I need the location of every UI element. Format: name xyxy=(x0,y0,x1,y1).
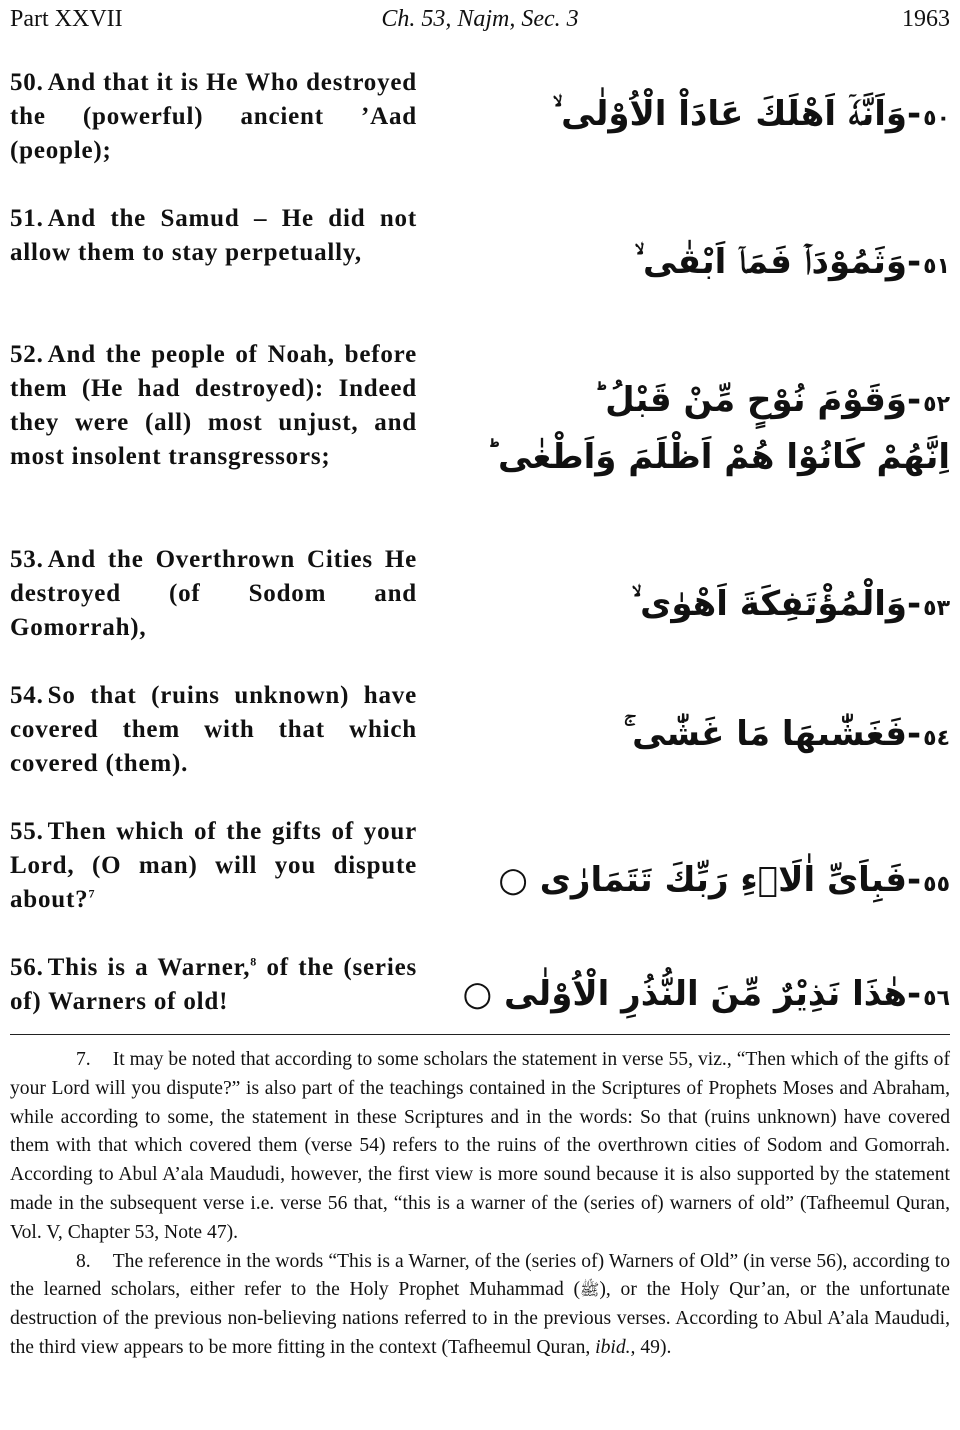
arabic-verse-number: ٥٤ xyxy=(923,726,950,751)
verse-number: 52. xyxy=(10,341,44,368)
arabic-text: هٰذَا نَذِيْرٌ مِّنَ النُّذُرِ الْاُوْلٰى ○ xyxy=(462,974,908,1014)
page-header xyxy=(10,4,950,34)
verse-52-translation xyxy=(10,338,417,474)
verse-50-translation xyxy=(10,66,417,168)
part-label: Part XXVII xyxy=(10,6,123,32)
verse-number: 50. xyxy=(10,69,44,96)
arabic-text-line-2: اِنَّهُمْ كَانُوْا هُمْ اَظْلَمَ وَاَطْغٰى ؕ xyxy=(486,437,950,477)
footnote-8 xyxy=(10,1248,950,1363)
footnote-text-b: ), or the Holy Qur’an, or the unfortunate destruction of the previous non-believing nations referred to in the previous verses. According to Abul A’ala Maududi, the third view appears to be more fitting in the context (Tafheemul Quran, xyxy=(10,1279,951,1358)
arabic-verse-number: ٥٣ xyxy=(923,596,950,621)
verse-50-arabic: ٥٠-وَاَنَّهٗۤ اَهْلَكَ عَادَاْ الْاُوْلٰى ۙ xyxy=(552,94,950,134)
verse-number: 54. xyxy=(10,682,44,709)
verse-54-arabic: ٥٤-فَغَشّٰىهَا مَا غَشّٰى ۚ xyxy=(623,714,950,754)
arabic-verse-number: ٥٠ xyxy=(923,106,950,131)
footnotes xyxy=(10,1046,950,1363)
verse-text: And the people of Noah, before them (He had destroyed): Indeed they were (all) most unjust, and most insolent transgressors; xyxy=(10,341,417,470)
verse-56-translation xyxy=(10,951,417,1019)
arabic-text: فَبِاَىِّ اٰلَاۤءِ رَبِّكَ تَتَمَارٰى ○ xyxy=(498,860,908,900)
verse-number: 51. xyxy=(10,205,44,232)
arabic-verse-number: ٥١ xyxy=(923,254,950,279)
arabic-text: وَاَنَّهٗۤ اَهْلَكَ عَادَاْ الْاُوْلٰى ۙ xyxy=(552,94,908,134)
footnote-number: 8. xyxy=(76,1250,91,1272)
verse-53-translation xyxy=(10,543,417,645)
verse-text: And that it is He Who destroyed the (powerful) ancient ’Aad (people); xyxy=(10,69,417,164)
verse-text: And the Samud – He did not allow them to stay perpetually, xyxy=(10,205,417,266)
arabic-verse-number: ٥٦ xyxy=(923,986,950,1011)
footnote-number: 7. xyxy=(76,1049,91,1070)
footnote-ref-7: 7 xyxy=(88,886,96,901)
arabic-text: وَالْمُؤْتَفِكَةَ اَهْوٰى ۙ xyxy=(631,584,908,624)
footnote-ref-8: 8 xyxy=(250,954,258,969)
arabic-text: وَقَوْمَ نُوْحٍ مِّنْ قَبْلُ ؕ xyxy=(593,380,908,420)
verse-53-arabic: ٥٣-وَالْمُؤْتَفِكَةَ اَهْوٰى ۙ xyxy=(631,584,950,624)
verse-text: And the Overthrown Cities He destroyed (of Sodom and Gomorrah), xyxy=(10,546,417,641)
arabic-text: وَثَمُوْدَاۡ فَمَاۤ اَبْقٰى ۙ xyxy=(634,242,908,282)
verse-54-translation xyxy=(10,679,417,781)
arabic-verse-number: ٥٢ xyxy=(923,392,950,417)
verse-55-arabic: ٥٥-فَبِاَىِّ اٰلَاۤءِ رَبِّكَ تَتَمَارٰى ○ xyxy=(498,860,950,900)
verse-56-arabic: ٥٦-هٰذَا نَذِيْرٌ مِّنَ النُّذُرِ الْاُوْلٰى ○ xyxy=(462,974,950,1014)
verse-51-translation xyxy=(10,202,417,270)
footnote-divider xyxy=(10,1034,950,1035)
arabic-text: فَغَشّٰىهَا مَا غَشّٰى ۚ xyxy=(623,714,908,754)
footnote-text-a: The reference in the words “This is a Warner, of the (series of) Warners of Old” (in verse 56), according to the learned scholars, either refer to the Holy Prophet Muhammad ( xyxy=(10,1250,950,1301)
footnote-text-c: 49). xyxy=(635,1336,672,1358)
verse-number: 55. xyxy=(10,818,44,845)
verse-number: 53. xyxy=(10,546,44,573)
honorific-glyph: ﷺ xyxy=(580,1280,600,1300)
verse-text: So that (ruins unknown) have covered them with that which covered (them). xyxy=(10,682,417,777)
chapter-title: Ch. 53, Najm, Sec. 3 xyxy=(381,6,579,32)
verse-55-translation xyxy=(10,815,417,917)
footnote-7 xyxy=(10,1046,950,1248)
verse-text: Then which of the gifts of your Lord, (O man) will you dispute about? xyxy=(10,818,417,913)
verse-52-arabic: ٥٢-وَقَوْمَ نُوْحٍ مِّنْ قَبْلُ ؕ اِنَّهُمْ كَانُوْا هُمْ اَظْلَمَ وَاَطْغٰى ؕ xyxy=(520,374,950,483)
arabic-verse-number: ٥٥ xyxy=(923,872,950,897)
footnote-ibid: ibid., xyxy=(595,1336,636,1358)
page-number: 1963 xyxy=(902,6,950,32)
verse-51-arabic: ٥١-وَثَمُوْدَاۡ فَمَاۤ اَبْقٰى ۙ xyxy=(634,242,950,282)
verse-text-b: of the (series of) Warners of old! xyxy=(10,954,417,1015)
footnote-text: It may be noted that according to some scholars the statement in verse 55, viz., “Then which of the gifts of your Lord will you dispute?” is also part of the teachings contained in the Scriptures of Prophets Moses and Abraham, while according to some, the statement in these Scriptures and in the words: So that (ruins unknown) have covered them with that which covered them (verse 54) refers to the ruins of the overthrown cities of Sodom and Gomorrah. According to Abul A’ala Maududi, however, the first view is more sound because it is also supported by the statement made in the subsequent verse i.e. verse 56 that, “this is a warner of the (series of) warners of old” (Tafheemul Quran, Vol. V, Chapter 53, Note 47). xyxy=(10,1049,950,1243)
verse-number: 56. xyxy=(10,954,44,981)
verse-text-a: This is a Warner, xyxy=(47,954,251,981)
